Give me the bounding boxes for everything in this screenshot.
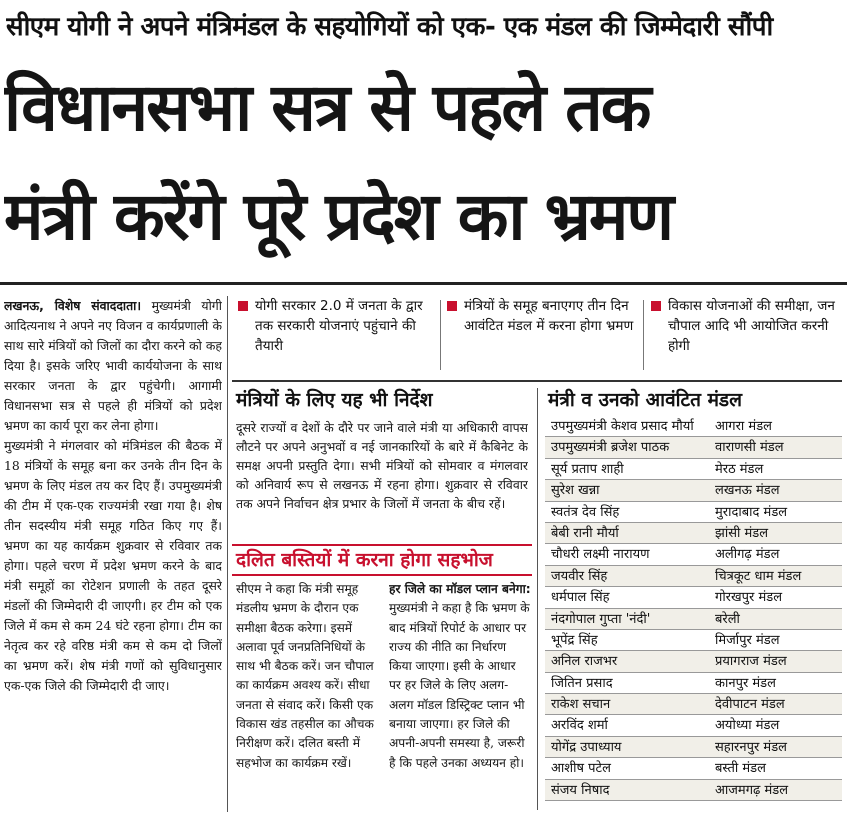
minister-name: राकेश सचान: [551, 697, 611, 713]
table-row: [545, 673, 842, 694]
assigned-division: देवीपाटन मंडल: [715, 697, 785, 713]
table-row: [545, 609, 842, 630]
section-divider: [232, 380, 842, 382]
table-row: [545, 416, 842, 437]
table-row: [545, 566, 842, 587]
headline-line-2: मंत्री करेंगे पूरे प्रदेश का भ्रमण: [4, 178, 673, 255]
table-row: [545, 587, 842, 608]
table-row: [545, 480, 842, 501]
minister-name: भूपेंद्र सिंह: [551, 632, 598, 648]
instructions-body: दूसरे राज्यों व देशों के दौरे पर जाने वाले मंत्री या अधिकारी वापस लौटने पर अपने अनुभवों व नई जानकारियों के बारे में कैबिनेट के समक्ष अपनी प्रस्तुति देगा। सभी मंत्रियों को सोमवार व मंगलवार को अनिवार्य रूप से लखनऊ में रहना होगा। शुक्रवार से रविवार तक अपने निर्वाचन क्षेत्र प्रभार के जिलों में जनता के बीच रहें।: [236, 420, 528, 511]
assigned-division: गोरखपुर मंडल: [715, 590, 783, 606]
assigned-division: मुरादाबाद मंडल: [715, 504, 788, 520]
column-divider-right: [537, 388, 538, 810]
table-row: [545, 651, 842, 672]
minister-name: नंदगोपाल गुप्ता 'नंदी': [551, 611, 651, 627]
bullet-square-icon: [447, 301, 457, 311]
minister-name: संजय निषाद: [551, 782, 610, 798]
table-row: [545, 694, 842, 715]
ministers-table-title: मंत्री व उनको आवंटित मंडल: [548, 389, 742, 411]
assigned-division: आगरा मंडल: [715, 419, 772, 434]
table-row: [545, 544, 842, 565]
assigned-division: कानपुर मंडल: [715, 675, 776, 691]
minister-name: धर्मपाल सिंह: [551, 590, 610, 606]
assigned-division: चित्रकूट धाम मंडल: [715, 568, 802, 584]
assigned-division: प्रयागराज मंडल: [715, 654, 787, 670]
lead-story-column: [4, 296, 222, 816]
highlight-2: [447, 296, 637, 372]
minister-name: उपमुख्यमंत्री ब्रजेश पाठक: [551, 440, 670, 456]
dalit-column-2: [389, 580, 531, 812]
table-row: [545, 758, 842, 779]
dalit-section-title: दलित बस्तियों में करना होगा सहभोज: [236, 549, 493, 571]
minister-name: उपमुख्यमंत्री केशव प्रसाद मौर्या: [551, 419, 694, 434]
assigned-division: अयोध्या मंडल: [715, 718, 780, 734]
table-row: [545, 502, 842, 523]
assigned-division: सहारनपुर मंडल: [715, 739, 787, 755]
minister-name: सूर्य प्रताप शाही: [551, 461, 624, 477]
table-row: [545, 523, 842, 544]
table-row: [545, 780, 842, 801]
assigned-division: आजमगढ़ मंडल: [715, 782, 789, 798]
table-row: [545, 715, 842, 736]
ministers-table: [545, 416, 842, 801]
highlight-1: [238, 296, 433, 372]
minister-name: जितिन प्रसाद: [551, 675, 613, 691]
minister-name: स्वतंत्र देव सिंह: [551, 504, 620, 520]
bullet-square-icon: [651, 301, 661, 311]
dalit-column-1: सीएम ने कहा कि मंत्री समूह मंडलीय भ्रमण के दौरान एक समीक्षा बैठक करेगा। इसमें अलावा पूर्व जनप्रतिनिधियों के साथ भी बैठक करें। जन चौपाल का कार्यक्रम अवश्य करें। सीधा जनता से संवाद करें। किसी एक विकास खंड तहसील का औचक निरीक्षण करें। दलित बस्ती में सहभोज का कार्यक्रम रखें।: [236, 582, 374, 770]
highlight-3-text: विकास योजनाओं की समीक्षा, जन चौपाल आदि भी आयोजित करनी होगी: [668, 298, 835, 354]
lead-paragraph-1: [4, 296, 222, 436]
minister-name: चौधरी लक्ष्मी नारायण: [551, 547, 650, 563]
assigned-division: वाराणसी मंडल: [715, 440, 784, 456]
assigned-division: मेरठ मंडल: [715, 461, 764, 477]
headline-divider: [0, 282, 847, 285]
minister-name: आशीष पटेल: [551, 761, 611, 777]
assigned-division: बरेली: [715, 611, 740, 627]
assigned-division: अलीगढ़ मंडल: [715, 547, 780, 563]
kicker-headline: सीएम योगी ने अपने मंत्रिमंडल के सहयोगियों को एक- एक मंडल की जिम्मेदारी सौंपी: [6, 12, 773, 42]
bullet-square-icon: [238, 301, 248, 311]
highlight-divider: [440, 300, 441, 370]
headline-line-1: विधानसभा सत्र से पहले तक: [4, 69, 650, 146]
dateline: लखनऊ, विशेष संवाददाता।: [4, 298, 142, 313]
table-row: [545, 437, 842, 458]
assigned-division: झांसी मंडल: [715, 525, 769, 541]
table-row: [545, 459, 842, 480]
table-row: [545, 737, 842, 758]
minister-name: सुरेश खन्ना: [551, 483, 600, 499]
minister-name: अरविंद शर्मा: [551, 718, 608, 734]
assigned-division: मिर्जापुर मंडल: [715, 632, 780, 648]
lead-paragraph-1-text: मुख्यमंत्री योगी आदित्यनाथ ने अपने नए विजन व कार्यप्रणाली के साथ सारे मंत्रियों को जिलों का दौरा करने को कह दिया है। इसके जरिए भावी कार्ययोजना के साथ सरकार जनता के द्वार पहुंचेगी। आगामी विधानसभा सत्र से पहले ही मंत्रियों को प्रदेश भ्रमण का कार्य पूरा कर लेना होगा।: [4, 298, 222, 433]
dalit-column-2-text: मुख्यमंत्री ने कहा है कि भ्रमण के बाद मंत्रियों रिपोर्ट के आधार पर राज्य की नीति का निर्धारण किया जाएगा। इसी के आधार पर हर जिले के लिए अलग-अलग मॉडल डिस्ट्रिक्ट प्लान भी बनाया जाएगा। हर जिले की अपनी-अपनी समस्या है, जरूरी है कि पहले उनका अध्ययन हो।: [389, 601, 530, 770]
highlight-1-text: योगी सरकार 2.0 में जनता के द्वार तक सरकारी योजनाएं पहुंचाने की तैयारी: [255, 298, 423, 354]
minister-name: बेबी रानी मौर्या: [551, 525, 619, 541]
lead-paragraph-2: मुख्यमंत्री ने मंगलवार को मंत्रिमंडल की बैठक में 18 मंत्रियों के समूह बना कर उनके तीन दिन के भ्रमण के लिए मंडल तय कर दिए हैं। उपमुख्यमंत्री की टीम में एक-एक राज्यमंत्री रखा गया है। शेष तीन सदस्यीय मंत्री समूह गठित किए गए हैं। भ्रमण का यह कार्यक्रम शुक्रवार से रविवार तक होगा। पहले चरण में प्रदेश भ्रमण करने के बाद मंत्री समूहों का रोटेशन प्रणाली के तहत दूसरे मंडलों की जिम्मेदारी दी जाएगी। हर टीम को एक जिले में कम से कम 24 घंटे रहना होगा। टीम का नेतृत्व कर रहे वरिष्ठ मंत्री कम से कम दो जिलों का भ्रमण करें। शेष मंत्री गणों को सुविधानुसार एक-एक जिले की जिम्मेदारी दी जाए।: [4, 438, 222, 693]
highlight-divider: [643, 300, 644, 370]
assigned-division: बस्ती मंडल: [715, 761, 766, 777]
instructions-title: मंत्रियों के लिए यह भी निर्देश: [236, 389, 433, 411]
column-divider-left: [227, 296, 228, 812]
table-row: [545, 630, 842, 651]
minister-name: योगेंद्र उपाध्याय: [551, 739, 622, 755]
assigned-division: लखनऊ मंडल: [715, 483, 780, 499]
model-plan-lead: हर जिले का मॉडल प्लान बनेगा:: [389, 582, 531, 596]
minister-name: जयवीर सिंह: [551, 568, 608, 584]
highlight-3: [651, 296, 841, 372]
minister-name: अनिल राजभर: [551, 654, 618, 670]
highlight-2-text: मंत्रियों के समूह बनाएगए तीन दिन आवंटित मंडल में करना होगा भ्रमण: [464, 298, 634, 334]
